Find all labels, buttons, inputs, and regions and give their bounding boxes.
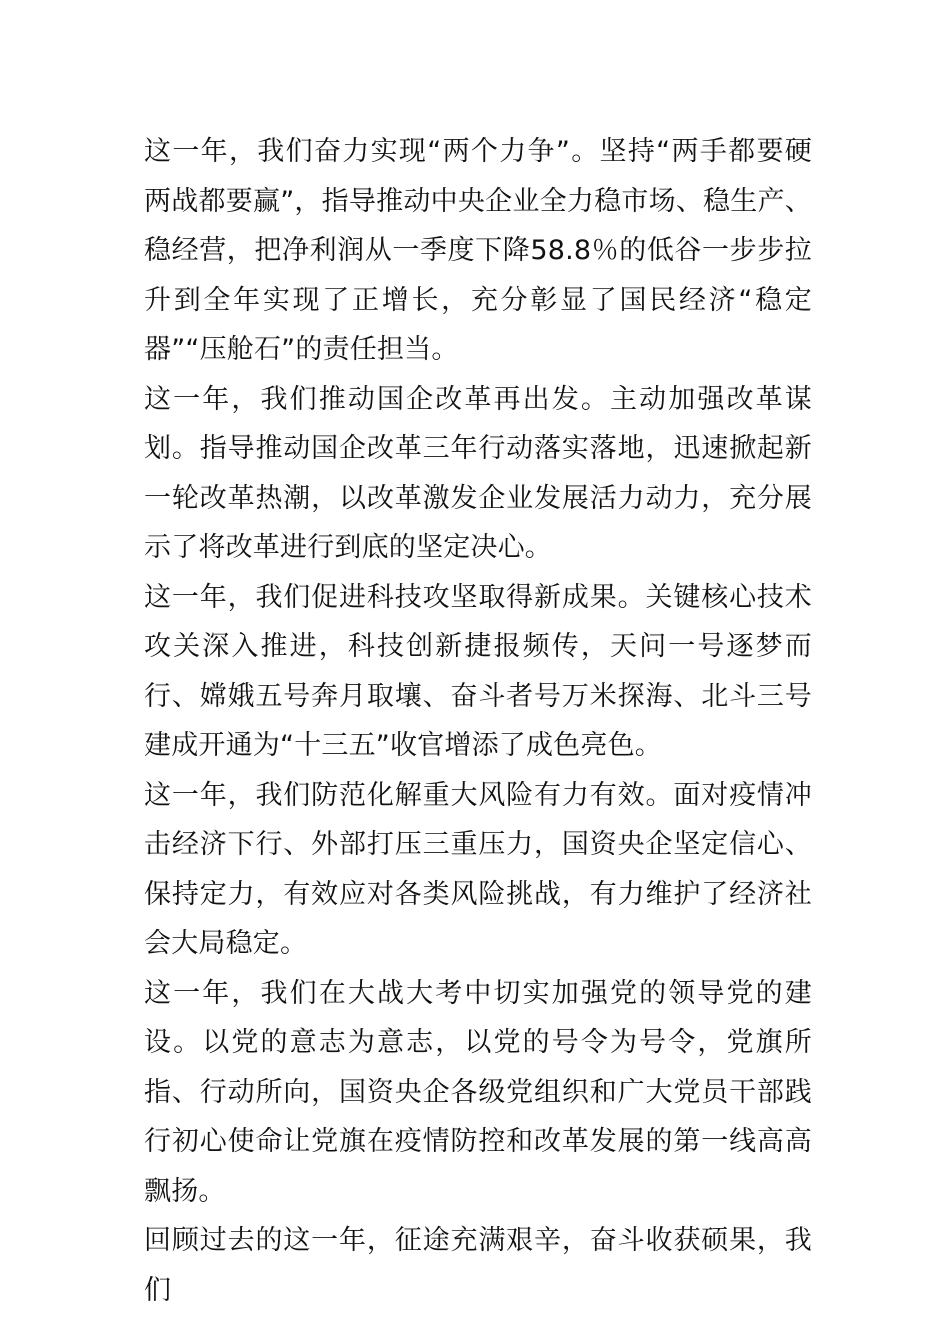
paragraph-tech-achievements: 这一年，我们促进科技攻坚取得新成果。关键核心技术攻关深入推进，科技创新捷报频传，天问一号逐梦而行、嫦娥五号奔月取壤、奋斗者号万米探海、北斗三号建成开通为“十三五”收官增添了成色亮色。 [144,581,812,761]
document-body [144,127,812,1315]
paragraph-party-building: 这一年，我们在大战大考中切实加强党的领导党的建设。以党的意志为意志，以党的号令为号令，党旗所指、行动所向，国资央企各级党组织和广大党员干部践行初心使命让党旗在疫情防控和改革发展的第一线高高飘扬。 [144,977,812,1207]
paragraph-two-goals: 这一年，我们奋力实现“两个力争”。坚持“两手都要硬两战都要赢”，指导推动中央企业全力稳市场、稳生产、稳经营，把净利润从一季度下降58.8％的低谷一步步拉升到全年实现了正增长，充分彰显了国民经济“稳定器”“压舱石”的责任担当。 [144,136,812,365]
paragraph-review: 回顾过去的这一年，征途充满艰辛，奋斗收获硕果，我们 [144,1225,812,1306]
paragraph-risk-prevention: 这一年，我们防范化解重大风险有力有效。面对疫情冲击经济下行、外部打压三重压力，国资央企坚定信心、保持定力，有效应对各类风险挑战，有力维护了经济社会大局稳定。 [144,779,812,959]
paragraph-soe-reform: 这一年，我们推动国企改革再出发。主动加强改革谋划。指导推动国企改革三年行动落实落地，迅速掀起新一轮改革热潮，以改革激发企业发展活力动力，充分展示了将改革进行到底的坚定决心。 [144,383,812,563]
